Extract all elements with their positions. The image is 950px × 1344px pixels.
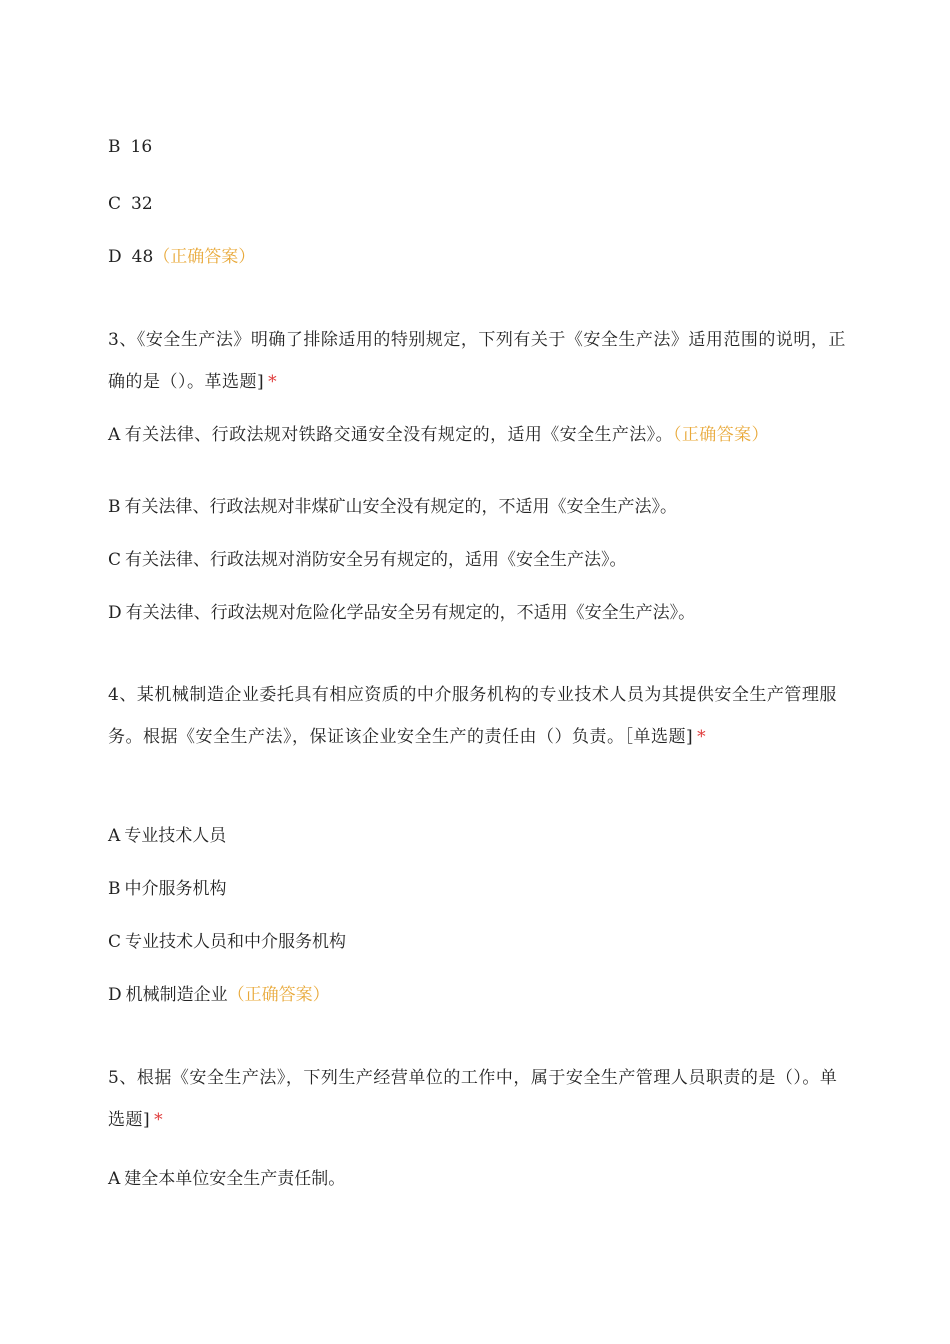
option-letter: B	[108, 137, 121, 157]
option-text: 有关法律、行政法规对非煤矿山安全没有规定的，不适用《安全生产法》。	[124, 497, 677, 517]
option-c[interactable]	[108, 928, 346, 956]
option-text: 建全本单位安全生产责任制。	[124, 1169, 346, 1189]
option-text: 48	[131, 247, 154, 267]
correct-answer-tag: （正确答案）	[673, 425, 769, 445]
question-text: 5、根据《安全生产法》，下列生产经营单位的工作中，属于安全生产管理人员职责的是（）。单选题]	[108, 1068, 838, 1130]
option-text: 16	[130, 137, 153, 157]
correct-answer-tag: （正确答案）	[153, 247, 256, 267]
option-text: 有关法律、行政法规对消防安全另有规定的，适用《安全生产法》。	[125, 550, 627, 570]
option-letter: A	[108, 425, 121, 445]
correct-answer-tag: （正确答案）	[227, 985, 330, 1005]
question-3	[108, 319, 846, 403]
option-letter: D	[108, 985, 122, 1005]
option-b[interactable]	[108, 493, 677, 521]
option-d[interactable]	[108, 981, 330, 1009]
question-text: 4、某机械制造企业委托具有相应资质的中介服务机构的专业技术人员为其提供安全生产管理服务。根据《安全生产法》，保证该企业安全生产的责任由（）负责。［单选题]	[108, 685, 837, 747]
required-mark: *	[154, 1110, 164, 1130]
option-b[interactable]	[108, 133, 152, 161]
question-4	[108, 674, 846, 758]
option-a[interactable]	[108, 822, 226, 850]
option-text: 有关法律、行政法规对铁路交通安全没有规定的，适用《安全生产法》。	[124, 425, 673, 445]
option-letter: B	[108, 879, 121, 899]
option-letter: A	[108, 1169, 121, 1189]
option-text: 中介服务机构	[124, 879, 227, 899]
option-letter: D	[108, 247, 122, 267]
option-c[interactable]	[108, 546, 627, 574]
required-mark: *	[697, 727, 707, 747]
option-a[interactable]	[108, 420, 846, 450]
option-c[interactable]	[108, 190, 153, 218]
question-text: 3、《安全生产法》明确了排除适用的特别规定，下列有关于《安全生产法》适用范围的说明，正确的是（）。革选题]	[108, 330, 846, 392]
option-letter: C	[108, 194, 122, 214]
option-a[interactable]	[108, 1165, 345, 1193]
option-letter: B	[108, 497, 121, 517]
option-text: 专业技术人员和中介服务机构	[125, 932, 347, 952]
option-letter: A	[108, 826, 121, 846]
option-text: 有关法律、行政法规对危险化学品安全另有规定的，不适用《安全生产法》。	[125, 603, 696, 623]
option-letter: C	[108, 550, 122, 570]
option-text: 专业技术人员	[124, 826, 227, 846]
option-d[interactable]	[108, 243, 255, 271]
option-b[interactable]	[108, 875, 227, 903]
option-text: 机械制造企业	[125, 985, 228, 1005]
option-text: 32	[131, 194, 153, 214]
option-d[interactable]	[108, 599, 695, 627]
option-letter: C	[108, 932, 122, 952]
question-5	[108, 1057, 846, 1141]
option-letter: D	[108, 603, 122, 623]
required-mark: *	[268, 372, 278, 392]
